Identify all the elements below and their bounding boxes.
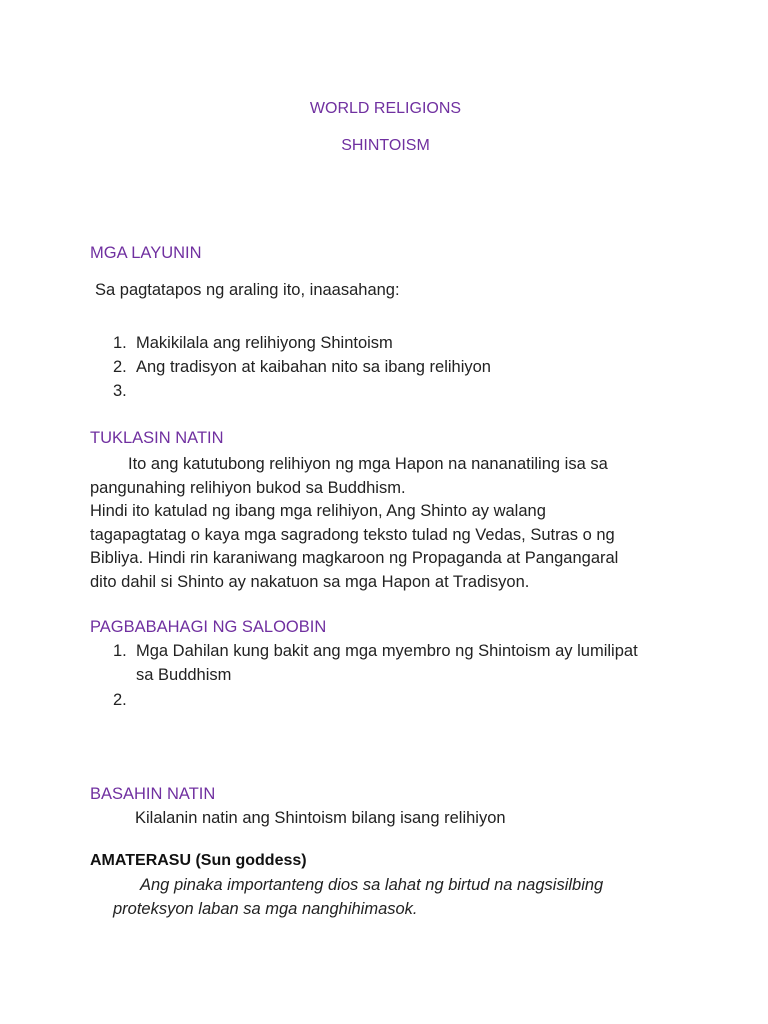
amaterasu-line: proteksyon laban sa mga nanghihimasok.	[113, 900, 418, 918]
section-heading-pagbabahagi: PAGBABAHAGI NG SALOOBIN	[90, 618, 327, 636]
document-subtitle: SHINTOISM	[341, 137, 430, 154]
document-title: WORLD RELIGIONS	[309, 100, 462, 117]
list-item-number: 3.	[113, 382, 127, 400]
amaterasu-heading: AMATERASU (Sun goddess)	[90, 852, 307, 869]
paragraph-line: Bibliya. Hindi rin karaniwang magkaroon ng Propaganda at Pangangaral	[90, 549, 619, 567]
list-item-text: Makikilala ang relihiyong Shintoism	[136, 334, 393, 352]
basahin-line: Kilalanin natin ang Shintoism bilang isang relihiyon	[135, 809, 506, 827]
list-item-number: 2.	[113, 358, 127, 376]
list-item-number: 1.	[113, 642, 127, 660]
layunin-intro: Sa pagtatapos ng araling ito, inaasahang:	[95, 281, 400, 299]
paragraph-line: tagapagtatag o kaya mga sagradong teksto tulad ng Vedas, Sutras o ng	[90, 526, 615, 544]
section-heading-basahin: BASAHIN NATIN	[90, 785, 216, 803]
paragraph-line: Ito ang katutubong relihiyon ng mga Hapon na nananatiling isa sa	[128, 455, 608, 473]
paragraph-line: dito dahil si Shinto ay nakatuon sa mga Hapon at Tradisyon.	[90, 573, 530, 591]
list-item-text: Ang tradisyon at kaibahan nito sa ibang relihiyon	[136, 358, 491, 376]
amaterasu-line: Ang pinaka importanteng dios sa lahat ng birtud na nagsisilbing	[140, 876, 604, 894]
list-item-number: 2.	[113, 691, 127, 709]
paragraph-line: pangunahing relihiyon bukod sa Buddhism.	[90, 479, 406, 497]
paragraph-line: Hindi ito katulad ng ibang mga relihiyon, Ang Shinto ay walang	[90, 502, 546, 520]
list-item-text-continued: sa Buddhism	[136, 666, 232, 684]
section-heading-tuklasin: TUKLASIN NATIN	[90, 429, 224, 447]
section-heading-layunin: MGA LAYUNIN	[90, 244, 202, 262]
list-item-number: 1.	[113, 334, 127, 352]
list-item-text: Mga Dahilan kung bakit ang mga myembro ng Shintoism ay lumilipat	[136, 642, 638, 660]
